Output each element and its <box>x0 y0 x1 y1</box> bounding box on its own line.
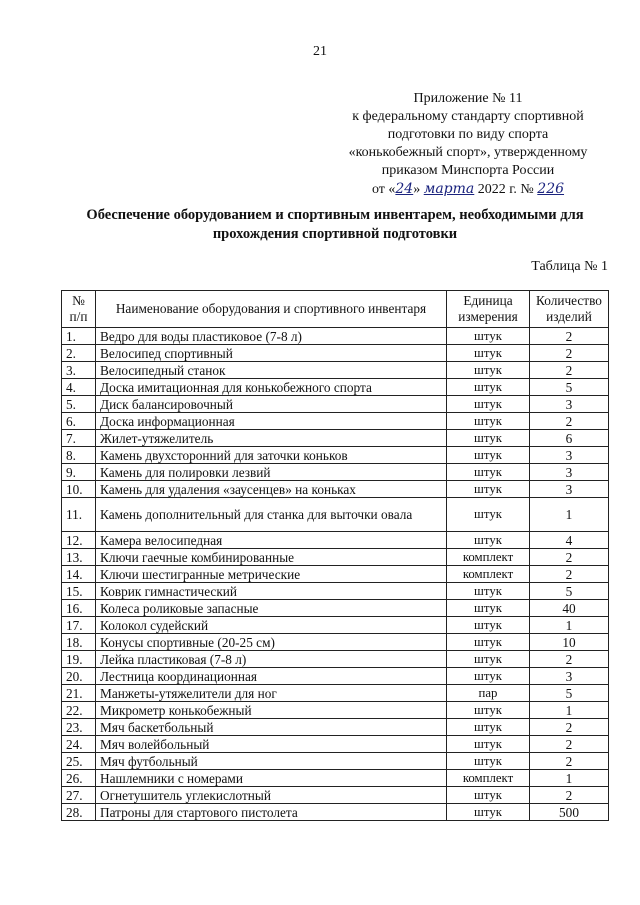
table-row <box>62 447 609 464</box>
approval-year: 2022 г. № <box>474 182 538 197</box>
cell-num: 21. <box>62 685 96 702</box>
table-row <box>62 804 609 821</box>
cell-unit: штук <box>447 379 530 396</box>
cell-qty: 2 <box>530 413 609 430</box>
cell-num: 14. <box>62 566 96 583</box>
table-row <box>62 634 609 651</box>
cell-num: 2. <box>62 345 96 362</box>
annex-line: приказом Минспорта России <box>381 163 555 178</box>
cell-unit: штук <box>447 328 530 345</box>
cell-unit: комплект <box>447 566 530 583</box>
table-row <box>62 753 609 770</box>
table-row <box>62 532 609 549</box>
table-row <box>62 566 609 583</box>
cell-unit: штук <box>447 702 530 719</box>
cell-qty: 1 <box>530 498 609 532</box>
cell-qty: 5 <box>530 583 609 600</box>
equipment-table <box>61 290 609 821</box>
annex-title: Приложение № 11 <box>413 91 523 106</box>
cell-name: Велосипед спортивный <box>96 345 447 362</box>
cell-qty: 40 <box>530 600 609 617</box>
cell-num: 20. <box>62 668 96 685</box>
cell-num: 28. <box>62 804 96 821</box>
approval-month: марта <box>423 181 475 197</box>
cell-name: Микрометр конькобежный <box>96 702 447 719</box>
cell-num: 13. <box>62 549 96 566</box>
annex-header <box>330 90 606 199</box>
table-row <box>62 362 609 379</box>
cell-name: Камень дополнительный для станка для выточки овала <box>96 498 447 532</box>
table-row <box>62 328 609 345</box>
cell-qty: 3 <box>530 464 609 481</box>
cell-name: Лейка пластиковая (7-8 л) <box>96 651 447 668</box>
cell-unit: штук <box>447 498 530 532</box>
cell-name: Патроны для стартового пистолета <box>96 804 447 821</box>
cell-name: Колокол судейский <box>96 617 447 634</box>
cell-name: Мяч волейбольный <box>96 736 447 753</box>
annex-line: подготовки по виду спорта <box>387 127 549 142</box>
cell-num: 15. <box>62 583 96 600</box>
cell-name: Конусы спортивные (20-25 см) <box>96 634 447 651</box>
table-row <box>62 719 609 736</box>
cell-unit: штук <box>447 413 530 430</box>
cell-name: Камень для удаления «заусенцев» на коньках <box>96 481 447 498</box>
approval-prefix: от « <box>371 182 396 197</box>
table-row <box>62 787 609 804</box>
annex-line: к федеральному стандарту спортивной <box>352 109 584 124</box>
cell-num: 1. <box>62 328 96 345</box>
header-name: Наименование оборудования и спортивного инвентаря <box>96 291 447 328</box>
cell-unit: штук <box>447 634 530 651</box>
cell-num: 12. <box>62 532 96 549</box>
cell-num: 4. <box>62 379 96 396</box>
cell-name: Нашлемники с номерами <box>96 770 447 787</box>
cell-qty: 5 <box>530 685 609 702</box>
cell-unit: штук <box>447 464 530 481</box>
table-row <box>62 549 609 566</box>
cell-name: Жилет-утяжелитель <box>96 430 447 447</box>
table-row <box>62 345 609 362</box>
cell-name: Лестница координационная <box>96 668 447 685</box>
approval-line <box>330 180 606 199</box>
cell-qty: 6 <box>530 430 609 447</box>
cell-unit: штук <box>447 668 530 685</box>
cell-unit: штук <box>447 753 530 770</box>
cell-num: 27. <box>62 787 96 804</box>
approval-sep: » <box>413 182 424 197</box>
cell-num: 3. <box>62 362 96 379</box>
cell-qty: 3 <box>530 447 609 464</box>
cell-qty: 3 <box>530 481 609 498</box>
table-row <box>62 685 609 702</box>
cell-num: 9. <box>62 464 96 481</box>
table-row <box>62 617 609 634</box>
cell-name: Камень двухсторонний для заточки коньков <box>96 447 447 464</box>
table-row <box>62 498 609 532</box>
page-number: 21 <box>313 44 327 59</box>
cell-qty: 10 <box>530 634 609 651</box>
cell-qty: 2 <box>530 566 609 583</box>
table-row <box>62 583 609 600</box>
cell-qty: 2 <box>530 362 609 379</box>
cell-name: Камень для полировки лезвий <box>96 464 447 481</box>
table-row <box>62 396 609 413</box>
header-num: № п/п <box>62 291 96 328</box>
cell-name: Камера велосипедная <box>96 532 447 549</box>
annex-line: «конькобежный спорт», утвержденному <box>348 145 588 160</box>
table-row <box>62 481 609 498</box>
cell-qty: 2 <box>530 736 609 753</box>
table-row <box>62 600 609 617</box>
cell-qty: 2 <box>530 651 609 668</box>
cell-unit: штук <box>447 362 530 379</box>
cell-num: 25. <box>62 753 96 770</box>
cell-unit: пар <box>447 685 530 702</box>
cell-num: 17. <box>62 617 96 634</box>
table-row <box>62 413 609 430</box>
cell-unit: штук <box>447 481 530 498</box>
header-qty: Количество изделий <box>530 291 609 328</box>
cell-qty: 2 <box>530 787 609 804</box>
cell-qty: 2 <box>530 549 609 566</box>
cell-name: Ключи гаечные комбинированные <box>96 549 447 566</box>
cell-unit: штук <box>447 447 530 464</box>
approval-number: 226 <box>537 181 565 197</box>
cell-qty: 3 <box>530 668 609 685</box>
table-header-row <box>62 291 609 328</box>
table-row <box>62 702 609 719</box>
cell-name: Ключи шестигранные метрические <box>96 566 447 583</box>
cell-num: 18. <box>62 634 96 651</box>
cell-qty: 1 <box>530 617 609 634</box>
cell-unit: штук <box>447 583 530 600</box>
cell-name: Колеса роликовые запасные <box>96 600 447 617</box>
cell-num: 6. <box>62 413 96 430</box>
cell-num: 8. <box>62 447 96 464</box>
cell-name: Доска информационная <box>96 413 447 430</box>
cell-name: Велосипедный станок <box>96 362 447 379</box>
table-row <box>62 770 609 787</box>
cell-unit: комплект <box>447 549 530 566</box>
table-row <box>62 379 609 396</box>
cell-num: 16. <box>62 600 96 617</box>
cell-name: Коврик гимнастический <box>96 583 447 600</box>
cell-name: Диск балансировочный <box>96 396 447 413</box>
cell-qty: 3 <box>530 396 609 413</box>
cell-unit: штук <box>447 532 530 549</box>
table-row <box>62 651 609 668</box>
cell-name: Мяч футбольный <box>96 753 447 770</box>
cell-unit: штук <box>447 600 530 617</box>
cell-unit: штук <box>447 719 530 736</box>
cell-num: 26. <box>62 770 96 787</box>
cell-qty: 4 <box>530 532 609 549</box>
cell-num: 11. <box>62 498 96 532</box>
table-row <box>62 668 609 685</box>
cell-num: 10. <box>62 481 96 498</box>
cell-qty: 2 <box>530 345 609 362</box>
cell-name: Манжеты-утяжелители для ног <box>96 685 447 702</box>
cell-num: 22. <box>62 702 96 719</box>
cell-name: Ведро для воды пластиковое (7-8 л) <box>96 328 447 345</box>
cell-unit: комплект <box>447 770 530 787</box>
cell-unit: штук <box>447 804 530 821</box>
cell-qty: 500 <box>530 804 609 821</box>
cell-num: 24. <box>62 736 96 753</box>
cell-qty: 2 <box>530 719 609 736</box>
cell-unit: штук <box>447 617 530 634</box>
cell-name: Доска имитационная для конькобежного спорта <box>96 379 447 396</box>
cell-qty: 2 <box>530 753 609 770</box>
document-title: Обеспечение оборудованием и спортивным инвентарем, необходимыми для прохождения спортивной подготовки <box>86 207 584 242</box>
table-label: Таблица № 1 <box>531 259 608 274</box>
cell-qty: 1 <box>530 702 609 719</box>
table-row <box>62 464 609 481</box>
cell-num: 5. <box>62 396 96 413</box>
cell-unit: штук <box>447 345 530 362</box>
cell-qty: 2 <box>530 328 609 345</box>
cell-unit: штук <box>447 736 530 753</box>
cell-unit: штук <box>447 396 530 413</box>
cell-qty: 5 <box>530 379 609 396</box>
header-unit: Единица измерения <box>447 291 530 328</box>
cell-name: Мяч баскетбольный <box>96 719 447 736</box>
approval-day: 24 <box>395 181 414 197</box>
table-row <box>62 430 609 447</box>
cell-name: Огнетушитель углекислотный <box>96 787 447 804</box>
cell-unit: штук <box>447 787 530 804</box>
cell-unit: штук <box>447 430 530 447</box>
cell-num: 23. <box>62 719 96 736</box>
cell-num: 7. <box>62 430 96 447</box>
cell-qty: 1 <box>530 770 609 787</box>
table-row <box>62 736 609 753</box>
cell-unit: штук <box>447 651 530 668</box>
cell-num: 19. <box>62 651 96 668</box>
